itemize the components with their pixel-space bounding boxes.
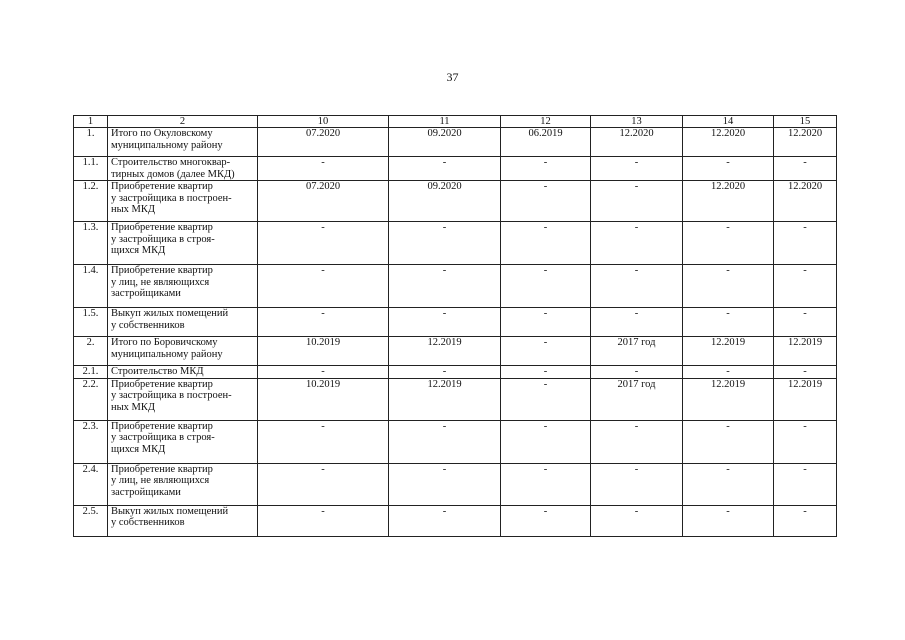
cell-col-14: 12.2019 [683,337,774,366]
column-header-2: 2 [108,116,258,128]
cell-col-10: - [258,505,389,536]
row-name-line: муниципальному району [111,348,223,360]
cell-col-15: 12.2020 [774,128,837,157]
cell-col-14: 12.2020 [683,128,774,157]
cell-col-13: - [591,366,683,379]
cell-col-12: - [501,337,591,366]
cell-col-13: - [591,222,683,265]
cell-col-10: - [258,463,389,505]
row-name [108,157,258,181]
cell-col-10: - [258,308,389,337]
cell-col-10: 10.2019 [258,337,389,366]
cell-col-11: - [389,463,501,505]
row-name [108,366,258,379]
cell-col-15: 12.2019 [774,378,837,420]
cell-col-10: 07.2020 [258,181,389,222]
row-number: 2.2. [74,378,108,420]
row-name-line: у лиц, не являющихся [111,276,210,288]
row-number: 1.4. [74,265,108,308]
column-header-1: 1 [74,116,108,128]
cell-col-13: - [591,420,683,463]
row-name-line: ных МКД [111,401,156,413]
cell-col-12: - [501,265,591,308]
cell-col-12: - [501,366,591,379]
column-header-10: 10 [258,116,389,128]
row-name-line: Приобретение квартир [111,222,213,233]
row-name-line: Приобретение квартир [111,181,213,192]
row-name-line: застройщиками [111,486,181,498]
cell-col-13: - [591,308,683,337]
row-name [108,420,258,463]
cell-col-13: - [591,181,683,222]
cell-col-11: - [389,366,501,379]
row-name-line: ных МКД [111,204,156,215]
row-name [108,463,258,505]
table-row [74,378,837,420]
row-number: 1.2. [74,181,108,222]
cell-col-13: - [591,265,683,308]
table-row [74,420,837,463]
cell-col-11: - [389,157,501,181]
cell-col-11: - [389,222,501,265]
page-number: 37 [446,70,459,84]
row-name-line: Строительство многоквар- [111,157,231,168]
row-name-line: у собственников [111,517,185,528]
row-name [108,308,258,337]
cell-col-12: - [501,157,591,181]
row-number: 1.1. [74,157,108,181]
cell-col-13: - [591,505,683,536]
cell-col-11: 12.2019 [389,378,501,420]
cell-col-13: 2017 год [591,337,683,366]
row-name-line: у лиц, не являющихся [111,475,210,486]
table-body [74,128,837,537]
table-row [74,337,837,366]
cell-col-15: - [774,420,837,463]
row-name-line: щихся МКД [111,443,166,455]
row-number: 2.1. [74,366,108,379]
cell-col-12: - [501,181,591,222]
row-name-line: у застройщика в построен- [111,192,232,204]
row-name-line: Выкуп жилых помещений [111,505,229,517]
row-name-line: Строительство МКД [111,366,204,377]
table-row [74,366,837,379]
cell-col-15: - [774,222,837,265]
cell-col-10: - [258,157,389,181]
row-name-line: Приобретение квартир [111,463,213,475]
row-name-line: Выкуп жилых помещений [111,308,229,319]
row-name-line: у застройщика в построен- [111,390,232,401]
row-name [108,265,258,308]
row-name [108,337,258,366]
row-name-line: Приобретение квартир [111,378,213,390]
cell-col-14: - [683,222,774,265]
row-name [108,378,258,420]
cell-col-11: 09.2020 [389,128,501,157]
column-header-13: 13 [591,116,683,128]
cell-col-11: - [389,420,501,463]
cell-col-13: - [591,463,683,505]
column-header-12: 12 [501,116,591,128]
table-row [74,463,837,505]
cell-col-15: 12.2020 [774,181,837,222]
cell-col-14: 12.2020 [683,181,774,222]
row-name-line: застройщиками [111,288,181,299]
row-number: 1.5. [74,308,108,337]
cell-col-15: - [774,463,837,505]
cell-col-15: - [774,265,837,308]
cell-col-15: - [774,308,837,337]
cell-col-10: - [258,222,389,265]
row-number: 2.3. [74,420,108,463]
cell-col-10: - [258,366,389,379]
cell-col-12: - [501,378,591,420]
cell-col-14: - [683,463,774,505]
cell-col-14: - [683,366,774,379]
cell-col-15: - [774,366,837,379]
schedule-table [73,115,837,537]
row-name [108,505,258,536]
cell-col-10: 07.2020 [258,128,389,157]
cell-col-14: - [683,420,774,463]
column-header-11: 11 [389,116,501,128]
cell-col-11: - [389,505,501,536]
cell-col-12: - [501,308,591,337]
cell-col-12: - [501,420,591,463]
row-name [108,222,258,265]
cell-col-12: 06.2019 [501,128,591,157]
header-row [74,116,837,128]
row-name-line: тирных домов (далее МКД) [111,168,235,180]
cell-col-14: - [683,308,774,337]
column-header-14: 14 [683,116,774,128]
cell-col-15: - [774,157,837,181]
table-header [74,116,837,128]
row-name [108,128,258,157]
row-number: 1.3. [74,222,108,265]
cell-col-11: - [389,308,501,337]
table-row [74,308,837,337]
row-number: 1. [74,128,108,157]
row-name-line: Приобретение квартир [111,420,213,432]
table-row [74,222,837,265]
row-name-line: Итого по Окуловскому [111,128,213,139]
row-name-line: у застройщика в строя- [111,233,215,245]
row-name-line: щихся МКД [111,245,166,256]
table-row [74,128,837,157]
cell-col-14: - [683,157,774,181]
cell-col-11: - [389,265,501,308]
row-name-line: у собственников [111,319,185,331]
table-row [74,181,837,222]
cell-col-13: - [591,157,683,181]
row-name-line: у застройщика в строя- [111,432,215,443]
row-name-line: Приобретение квартир [111,265,213,276]
cell-col-14: 12.2019 [683,378,774,420]
row-name [108,181,258,222]
cell-col-12: - [501,505,591,536]
column-header-15: 15 [774,116,837,128]
cell-col-14: - [683,505,774,536]
table-row [74,157,837,181]
row-number: 2. [74,337,108,366]
cell-col-15: - [774,505,837,536]
row-number: 2.4. [74,463,108,505]
cell-col-14: - [683,265,774,308]
cell-col-12: - [501,463,591,505]
table-row [74,505,837,536]
cell-col-15: 12.2019 [774,337,837,366]
table-row [74,265,837,308]
row-name-line: Итого по Боровичскому [111,337,218,348]
cell-col-13: 2017 год [591,378,683,420]
cell-col-12: - [501,222,591,265]
cell-col-10: 10.2019 [258,378,389,420]
row-number: 2.5. [74,505,108,536]
cell-col-13: 12.2020 [591,128,683,157]
row-name-line: муниципальному району [111,139,223,151]
cell-col-11: 12.2019 [389,337,501,366]
cell-col-11: 09.2020 [389,181,501,222]
cell-col-10: - [258,420,389,463]
cell-col-10: - [258,265,389,308]
